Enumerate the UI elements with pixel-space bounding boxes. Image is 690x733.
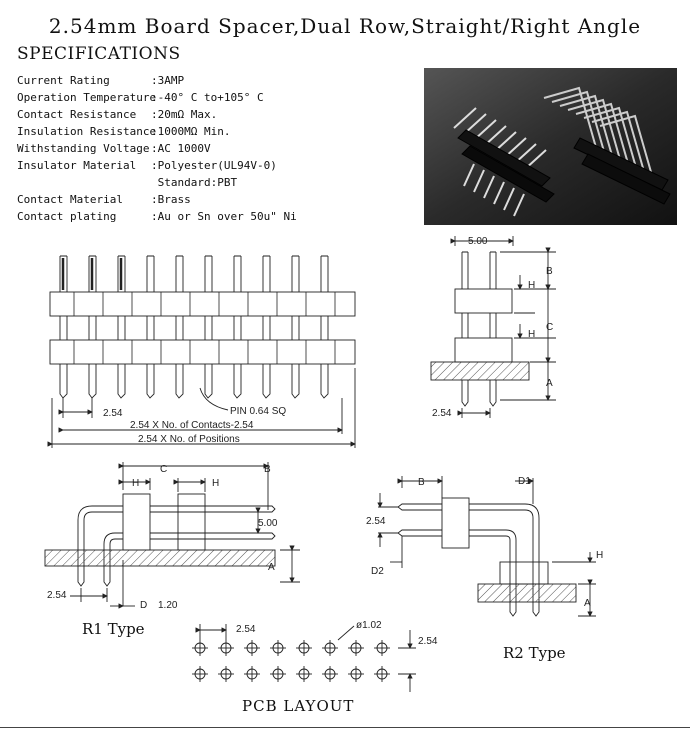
pcb-hole (296, 640, 312, 656)
pcb-hole (218, 640, 234, 656)
spec-label: Current Rating (17, 74, 110, 87)
r2-dim-b: B (418, 477, 425, 488)
r1-caption: R1 Type (82, 620, 145, 638)
r2-type-drawing (378, 476, 596, 616)
pcb-pitch-x: 2.54 (236, 624, 256, 635)
pcb-hole (374, 640, 390, 656)
pcb-hole-diameter: ø1.02 (356, 620, 382, 631)
front-upper-insulator (50, 292, 355, 316)
front-pitch-dim: 2.54 (103, 408, 123, 419)
pcb-hole (348, 640, 364, 656)
r1-dim-a: A (268, 562, 275, 573)
front-lower-insulator (50, 340, 355, 364)
side-width-dim: 5.00 (468, 236, 488, 247)
side-dim-c: C (546, 322, 554, 333)
r2-pitch-dim: 2.54 (366, 516, 386, 527)
side-dim-a: A (546, 378, 553, 389)
spec-value: :1000MΩ Min. (151, 125, 231, 138)
r2-dim-h: H (596, 550, 604, 561)
positions-dimension: 2.54 X No. of Positions (138, 434, 240, 445)
r2-dim-d2: D2 (371, 566, 384, 577)
r1-dim-h-right: H (212, 478, 220, 489)
spec-value: :Au or Sn over 50u" Ni (151, 210, 297, 223)
r2-caption: R2 Type (503, 644, 566, 662)
specifications-heading: SPECIFICATIONS (17, 44, 181, 64)
pcb-hole (270, 640, 286, 656)
spec-label: Withstanding Voltage (17, 142, 150, 155)
front-pins (60, 256, 328, 398)
pcb-hole (244, 666, 260, 682)
spec-value: :3AMP (151, 74, 185, 87)
r1-dim-500: 5.00 (258, 518, 278, 529)
spec-value: :Polyester(UL94V-0) (151, 159, 277, 172)
pcb-hole (244, 640, 260, 656)
spec-value: Standard:PBT (151, 176, 238, 189)
pcb-hole (270, 666, 286, 682)
r2-dim-a: A (584, 598, 591, 609)
side-dim-h-lower: H (528, 329, 536, 340)
spec-label: Operation Temperature (17, 91, 157, 104)
side-pitch-dim: 2.54 (432, 408, 452, 419)
spec-value: :Brass (151, 193, 191, 206)
spec-label: Contact Resistance (17, 108, 137, 121)
side-view-drawing (431, 236, 556, 418)
r1-dim-h-left: H (132, 478, 140, 489)
contacts-dimension: 2.54 X No. of Contacts-2.54 (130, 420, 254, 431)
r1-pitch-dim: 2.54 (47, 590, 67, 601)
pcb-hole (218, 666, 234, 682)
pcb-hole (348, 666, 364, 682)
spec-label: Contact Material (17, 193, 123, 206)
r1-dim-b: B (264, 464, 271, 475)
pcb-holes (192, 640, 390, 682)
spec-value: :20mΩ Max. (151, 108, 218, 121)
r1-dim-d: D (140, 600, 148, 611)
side-dim-h-upper: H (528, 280, 536, 291)
spec-label: Insulation Resistance (17, 125, 157, 138)
r2-dim-d1: D1 (518, 476, 531, 487)
pcb-hole (322, 666, 338, 682)
r1-dim-c: C (160, 464, 168, 475)
pcb-hole (322, 640, 338, 656)
bottom-divider (0, 727, 690, 728)
pcb-hole (296, 666, 312, 682)
spec-label: Insulator Material (17, 159, 137, 172)
pcb-hole (374, 666, 390, 682)
pcb-caption: PCB LAYOUT (242, 697, 355, 715)
pcb-hole (192, 640, 208, 656)
r1-type-drawing (45, 462, 300, 606)
r1-dim-d-value: 1.20 (158, 600, 178, 611)
spec-label: Contact plating (17, 210, 117, 223)
spec-value: :-40° C to+105° C (151, 91, 264, 104)
page-title: 2.54mm Board Spacer,Dual Row,Straight/Right Angle (48, 14, 642, 38)
pin-size-note: PIN 0.64 SQ (230, 406, 287, 417)
spec-value: :AC 1000V (151, 142, 211, 155)
side-dim-b: B (546, 266, 553, 277)
pcb-pitch-y: 2.54 (418, 636, 438, 647)
pcb-layout-drawing (192, 624, 416, 692)
pcb-hole (192, 666, 208, 682)
